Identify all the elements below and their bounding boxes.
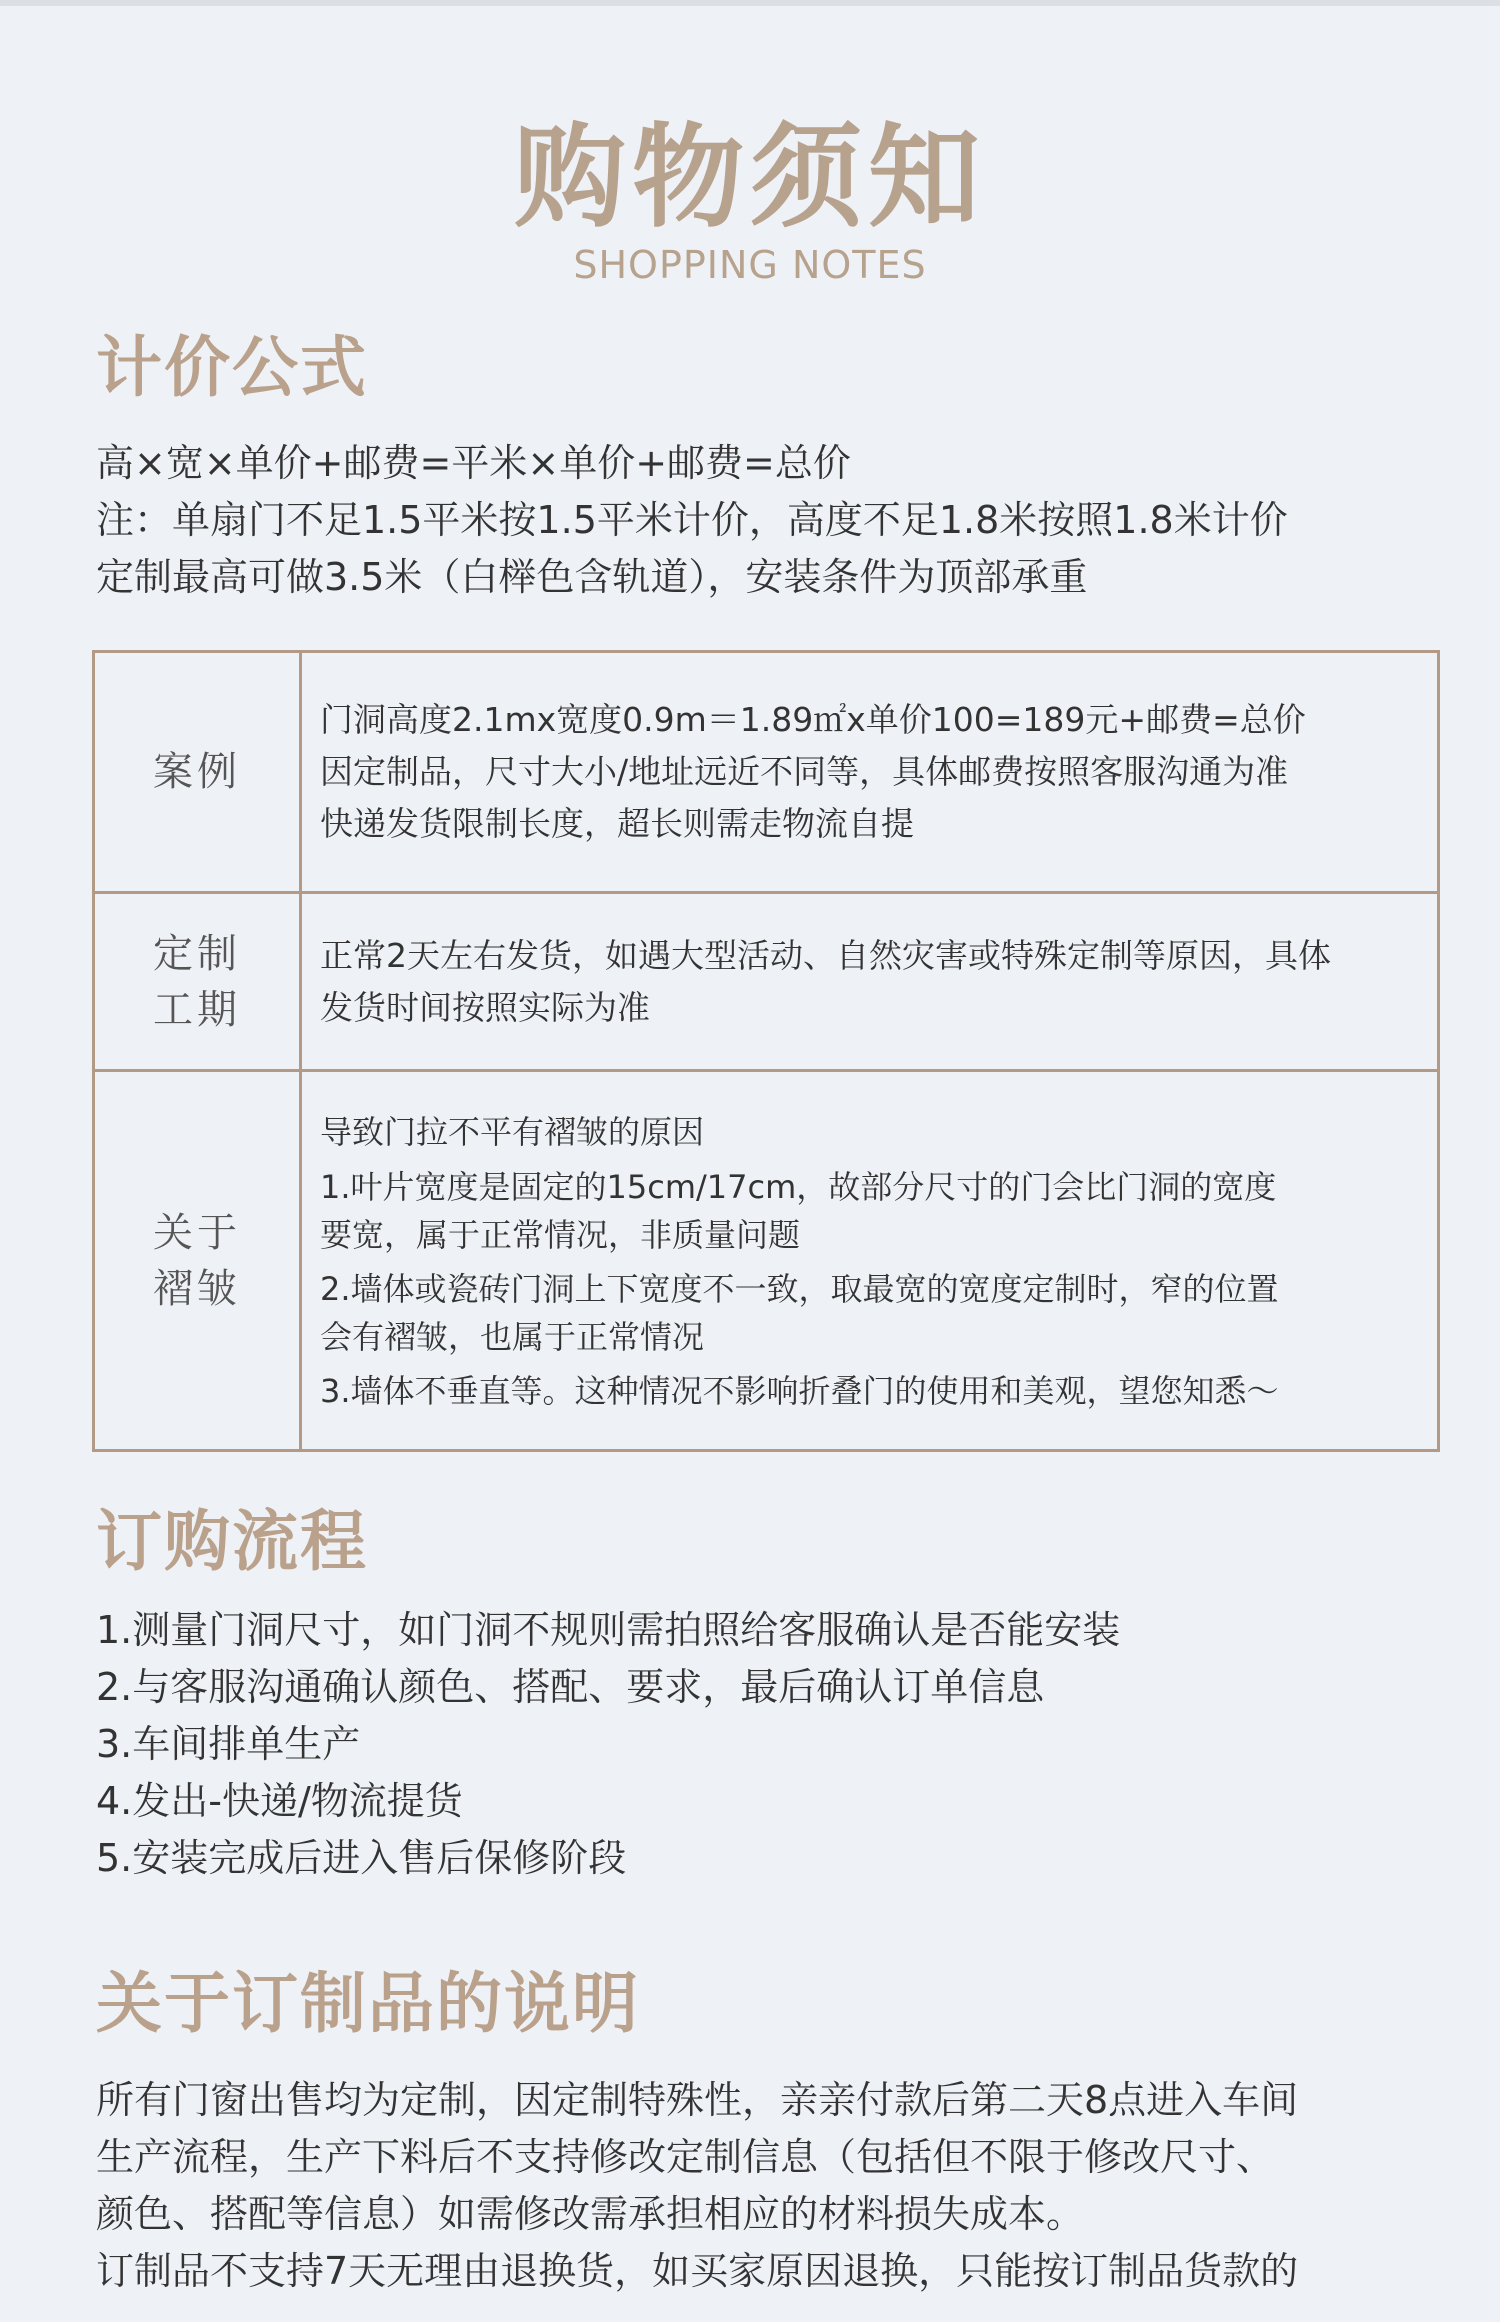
row-text-line: 快递发货限制长度，超长则需走物流自提 <box>320 804 914 843</box>
process-step: 5.安装完成后进入售后保修阶段 <box>96 1836 627 1880</box>
wrinkle-reason-line: 3.墙体不垂直等。这种情况不影响折叠门的使用和美观，望您知悉～ <box>320 1371 1279 1410</box>
table-row-wrinkles <box>95 1069 1437 1449</box>
pricing-line: 注：单扇门不足1.5平米按1.5平米计价，高度不足1.8米按照1.8米计价 <box>96 498 1288 542</box>
row-content <box>320 653 1417 891</box>
custom-text <box>96 2072 1436 2300</box>
row-label <box>95 653 302 891</box>
row-label-text: 工期 <box>153 986 241 1033</box>
wrinkle-reason-line: 1.叶片宽度是固定的15cm/17cm，故部分尺寸的门会比门洞的宽度 <box>320 1167 1277 1206</box>
table-row-example <box>95 653 1437 891</box>
row-text-line: 因定制品，尺寸大小/地址远近不同等，具体邮费按照客服沟通为准 <box>320 752 1289 791</box>
page-subtitle: SHOPPING NOTES <box>573 243 927 287</box>
process-step: 2.与客服沟通确认颜色、搭配、要求，最后确认订单信息 <box>96 1665 1045 1709</box>
process-steps <box>96 1602 1436 1887</box>
custom-line: 生产流程，生产下料后不支持修改定制信息（包括但不限于修改尺寸、 <box>96 2135 1275 2179</box>
notes-table <box>92 650 1440 1452</box>
table-row-lead-time <box>95 891 1437 1069</box>
custom-line: 颜色、搭配等信息）如需修改需承担相应的材料损失成本。 <box>96 2192 1085 2236</box>
row-content <box>320 1072 1417 1449</box>
page-title: 购物须知 <box>514 113 986 243</box>
top-divider <box>0 0 1500 6</box>
row-label <box>95 1072 302 1449</box>
pricing-line: 定制最高可做3.5米（白榉色含轨道），安装条件为顶部承重 <box>96 555 1088 599</box>
row-label-text: 案例 <box>153 749 241 795</box>
row-label-text: 定制 <box>153 930 241 977</box>
row-content <box>320 894 1417 1069</box>
custom-line: 所有门窗出售均为定制，因定制特殊性，亲亲付款后第二天8点进入车间 <box>96 2078 1299 2122</box>
custom-section-title: 关于订制品的说明 <box>96 1965 640 2042</box>
custom-line: 订制品不支持7天无理由退换货，如买家原因退换，只能按订制品货款的 <box>96 2249 1299 2293</box>
row-text-line: 门洞高度2.1mx宽度0.9m＝1.89㎡x单价100=189元+邮费=总价 <box>320 700 1306 739</box>
row-text-line: 正常2天左右发货，如遇大型活动、自然灾害或特殊定制等原因，具体 <box>320 935 1331 975</box>
row-label-text: 褶皱 <box>153 1265 241 1312</box>
row-label <box>95 894 302 1069</box>
process-step: 3.车间排单生产 <box>96 1722 361 1766</box>
process-section-title: 订购流程 <box>96 1503 368 1580</box>
process-step: 4.发出-快递/物流提货 <box>96 1779 463 1823</box>
wrinkle-intro: 导致门拉不平有褶皱的原因 <box>320 1112 705 1151</box>
row-label-text: 关于 <box>153 1209 241 1256</box>
row-text-line: 发货时间按照实际为准 <box>320 987 650 1027</box>
process-step: 1.测量门洞尺寸，如门洞不规则需拍照给客服确认是否能安装 <box>96 1608 1121 1652</box>
wrinkle-reason-line: 2.墙体或瓷砖门洞上下宽度不一致，取最宽的宽度定制时，窄的位置 <box>320 1269 1279 1308</box>
pricing-line: 高×宽×单价+邮费=平米×单价+邮费=总价 <box>96 441 851 485</box>
wrinkle-reason-line: 要宽，属于正常情况，非质量问题 <box>320 1215 801 1254</box>
pricing-section-title: 计价公式 <box>96 329 368 406</box>
pricing-text <box>96 435 1436 606</box>
wrinkle-reason-line: 会有褶皱，也属于正常情况 <box>320 1317 705 1356</box>
